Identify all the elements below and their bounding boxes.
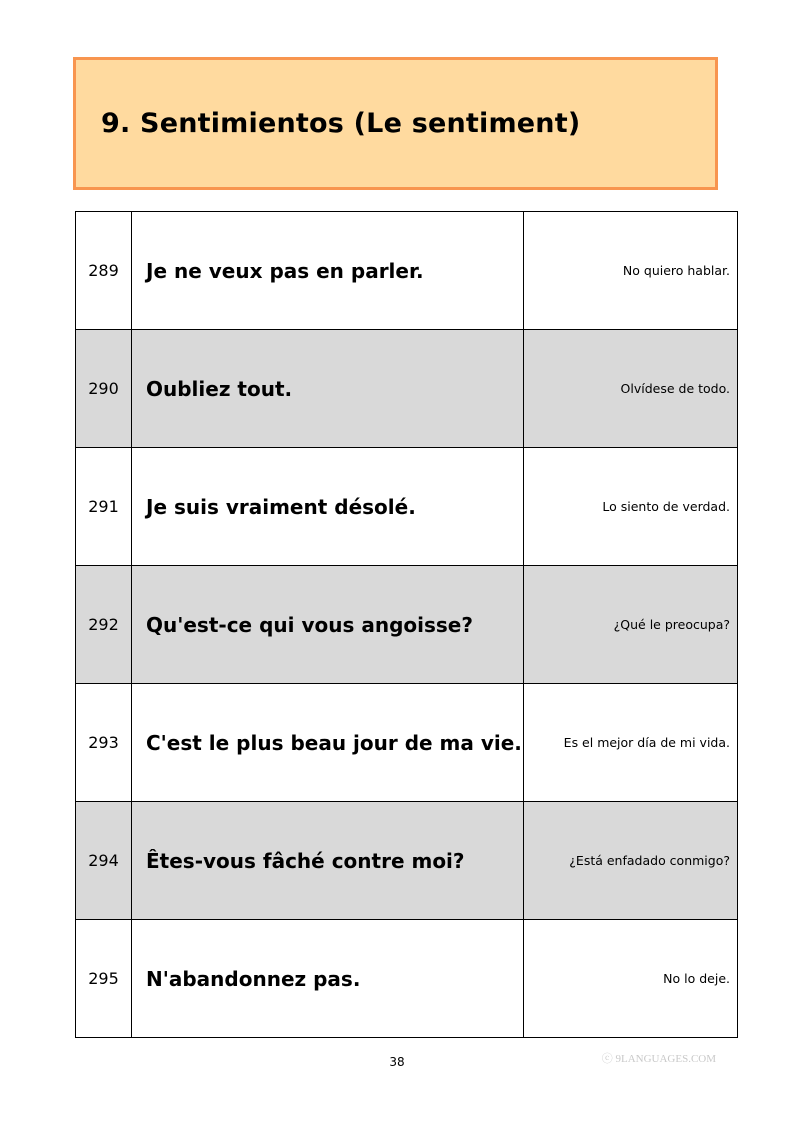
spanish-translation: No lo deje. (524, 920, 738, 1038)
spanish-translation: Es el mejor día de mi vida. (524, 684, 738, 802)
phrase-table (75, 211, 738, 1038)
copyright-watermark: ⓒ 9LANGUAGES.COM (601, 1053, 716, 1065)
table-row (76, 330, 738, 448)
table-row (76, 920, 738, 1038)
french-phrase: Oubliez tout. (132, 330, 524, 448)
french-phrase: Je ne veux pas en parler. (132, 212, 524, 330)
phrase-number: 289 (76, 212, 132, 330)
french-phrase: N'abandonnez pas. (132, 920, 524, 1038)
spanish-translation: Lo siento de verdad. (524, 448, 738, 566)
table-row (76, 802, 738, 920)
french-phrase: Je suis vraiment désolé. (132, 448, 524, 566)
spanish-translation: No quiero hablar. (524, 212, 738, 330)
table-row (76, 684, 738, 802)
phrase-number: 294 (76, 802, 132, 920)
french-phrase: C'est le plus beau jour de ma vie. (132, 684, 524, 802)
phrase-number: 290 (76, 330, 132, 448)
chapter-title: 9. Sentimientos (Le sentiment) (101, 108, 581, 139)
phrase-number: 291 (76, 448, 132, 566)
table-row (76, 212, 738, 330)
table-row (76, 566, 738, 684)
phrase-number: 293 (76, 684, 132, 802)
french-phrase: Êtes-vous fâché contre moi? (132, 802, 524, 920)
phrase-number: 292 (76, 566, 132, 684)
phrase-number: 295 (76, 920, 132, 1038)
table-row (76, 448, 738, 566)
spanish-translation: ¿Qué le preocupa? (524, 566, 738, 684)
spanish-translation: ¿Está enfadado conmigo? (524, 802, 738, 920)
page-number: 38 (389, 1055, 405, 1069)
french-phrase: Qu'est-ce qui vous angoisse? (132, 566, 524, 684)
chapter-title-box (73, 57, 718, 190)
spanish-translation: Olvídese de todo. (524, 330, 738, 448)
